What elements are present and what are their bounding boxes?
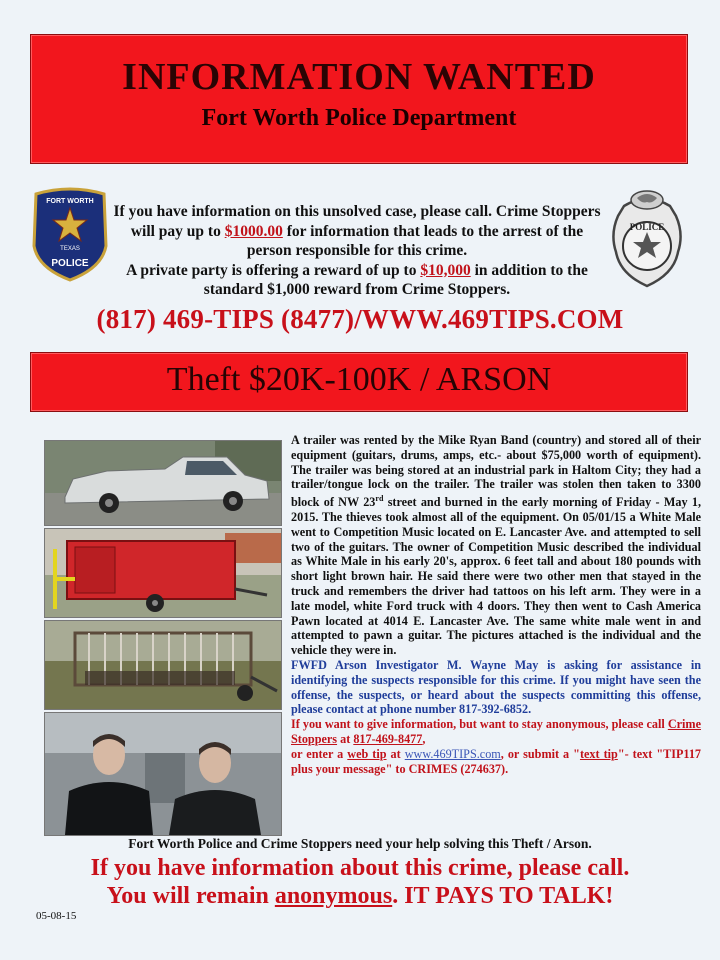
burned-trailer-photo: [44, 620, 282, 710]
patch-state-text: TEXAS: [60, 246, 80, 252]
crime-title: Theft $20K-100K / ARSON: [166, 361, 552, 398]
case-description: [291, 433, 701, 776]
badge-text: POLICE: [629, 222, 665, 232]
crime-banner: [30, 352, 688, 412]
department-name: Fort Worth Police Department: [201, 105, 517, 131]
case-narrative: A trailer was rented by the Mike Ryan Band (country) and stored all of their equipment (guitars, drums, amps, etc.- about $75,000 worth of equipment). The trailer was being stored at an industrial park in Haltom City; they had a trailer/tongue lock on the trailer. The trailer was stolen then taken to 3300 block of NW 23rd street and burned in the early morning of Friday - May 1, 2015. The thieves took almost all of the equipment. On 05/01/15 a White Male went to Competition Music located on E. Lancaster Ave. and attempted to sell two of the guitars. The owner of Competition Music described the individual as White Male in his early 20's, approx. 6 feet tall and about 180 pounds with short light brown hair. He said there were two other men that stayed in the truck and remembers the driver had tattoos on his left arm. They were in a late model, white Ford truck with 4 doors. They then went to Cash America Pawn located at 4014 E. Lancaster Ave. The same white male went in and attempted to pawn a guitar. The pictures attached is the individual and the vehicle they were in.: [291, 433, 701, 658]
patch-top-text: FORT WORTH: [46, 198, 94, 205]
call-to-action: [0, 854, 720, 910]
suspects-photo: [44, 712, 282, 836]
anonymous-info: If you want to give information, but want to stay anonymous, please call Crime Stoppers at 817-469-8477, or enter a web tip at www.469TIPS.com, or submit a "text tip"- text "TIP117 plus your message" to CRIMES (274637).: [291, 717, 702, 776]
cta-line-1: If you have information about this crime, please call.: [90, 855, 630, 881]
red-trailer-image: [45, 529, 281, 617]
police-badge-icon: [604, 186, 690, 290]
help-request: Fort Worth Police and Crime Stoppers need your help solving this Theft / Arson.: [128, 836, 592, 851]
burned-trailer-image: [45, 621, 281, 709]
website-link[interactable]: www.469TIPS.com: [404, 746, 501, 761]
intro-line-2b: in addition to the standard $1,000 reward from Crime Stoppers.: [203, 261, 588, 298]
truck-photo: [44, 440, 282, 526]
fort-worth-police-patch-icon: [30, 186, 110, 282]
tip-phone-line[interactable]: (817) 469-TIPS (8477)/WWW.469TIPS.COM: [96, 304, 624, 334]
text-tip-link[interactable]: text tip: [579, 746, 618, 761]
intro-line-1: If you have information on this unsolved case, please call. Crime Stoppers will pay up to: [113, 203, 601, 240]
web-tip-link[interactable]: web tip: [347, 746, 387, 761]
cta-line-2: You will remain anonymous. IT PAYS TO TALK!: [106, 883, 614, 909]
suspects-surveillance-image: [45, 713, 281, 835]
patch-bottom-text: POLICE: [51, 258, 89, 269]
header-banner: [30, 34, 688, 164]
red-trailer-photo: [44, 528, 282, 618]
crime-stoppers-link[interactable]: Crime Stoppers: [291, 717, 701, 746]
anonymous-word: anonymous: [274, 883, 393, 909]
private-reward: $10,000: [420, 261, 471, 279]
reward-intro: [112, 202, 602, 300]
flyer-date: 05-08-15: [36, 910, 77, 922]
intro-line-2: A private party is offering a reward of up to: [126, 261, 421, 279]
crime-stoppers-phone[interactable]: 817-469-8477: [353, 732, 423, 746]
white-pickup-truck-image: [45, 441, 281, 525]
intro-line-1b: for information that leads to the arrest of the person responsible for this crime.: [246, 222, 584, 259]
crime-stoppers-reward: $1000.00: [224, 222, 283, 240]
investigator-note: FWFD Arson Investigator M. Wayne May is asking for assistance in identifying the suspects responsible for this crime. If you might have seen the offense, the suspects, or heard about the suspects committing this offense, please contact at phone number 817-392-6852.: [291, 658, 701, 717]
page-title: INFORMATION WANTED: [122, 56, 596, 98]
